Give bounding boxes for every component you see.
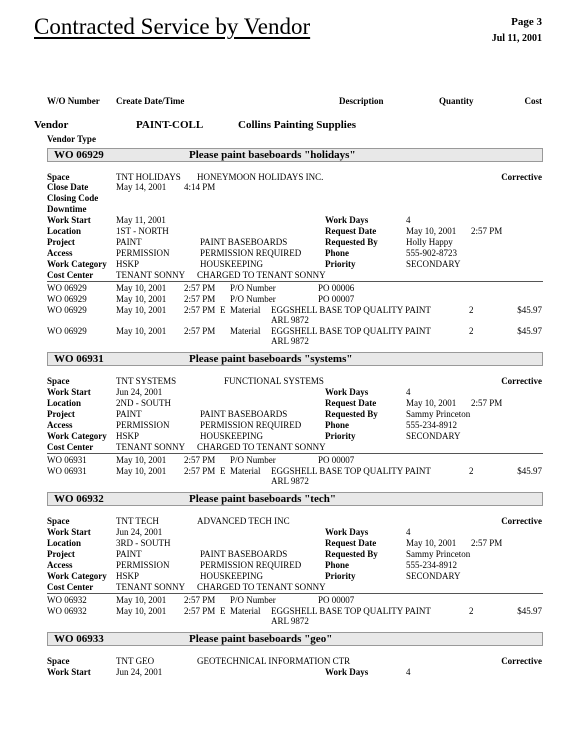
work-category: HSKP bbox=[116, 259, 140, 269]
line-wo: WO 06931 bbox=[47, 455, 87, 465]
divider bbox=[47, 593, 543, 594]
project-description: PAINT BASEBOARDS bbox=[200, 549, 288, 559]
phone: 555-902-8723 bbox=[406, 248, 457, 258]
vendor-type-label: Vendor Type bbox=[47, 134, 96, 144]
request-time: 2:57 PM bbox=[471, 226, 503, 236]
space-label: Space bbox=[47, 172, 70, 182]
line-wo: WO 06932 bbox=[47, 595, 87, 605]
request-date-label: Request Date bbox=[325, 538, 377, 548]
location-label: Location bbox=[47, 226, 82, 236]
line-item: P/O Number bbox=[230, 595, 276, 605]
work-start: Jun 24, 2001 bbox=[116, 667, 163, 677]
access-label: Access bbox=[47, 560, 73, 570]
work-type: Corrective bbox=[501, 516, 542, 526]
work-order-number: WO 06929 bbox=[54, 149, 104, 161]
phone-label: Phone bbox=[325, 248, 350, 258]
requested-by-label: Requested By bbox=[325, 549, 378, 559]
work-start: Jun 24, 2001 bbox=[116, 387, 163, 397]
line-kind: E bbox=[220, 606, 226, 616]
divider bbox=[47, 453, 543, 454]
project: PAINT bbox=[116, 409, 142, 419]
work-order-number: WO 06933 bbox=[54, 633, 104, 645]
line-date: May 10, 2001 bbox=[116, 595, 167, 605]
line-item: Material bbox=[230, 326, 261, 336]
space-name: HONEYMOON HOLIDAYS INC. bbox=[197, 172, 324, 182]
work-days: 4 bbox=[406, 667, 411, 677]
work-category-description: HOUSKEEPING bbox=[200, 259, 263, 269]
work-days-label: Work Days bbox=[325, 387, 369, 397]
work-order-description: Please paint baseboards "holidays" bbox=[189, 149, 356, 161]
priority-label: Priority bbox=[325, 571, 356, 581]
line-time: 2:57 PM bbox=[184, 606, 216, 616]
line-description-2: ARL 9872 bbox=[271, 336, 309, 346]
line-item: Material bbox=[230, 305, 261, 315]
space-name: ADVANCED TECH INC bbox=[197, 516, 290, 526]
close-date: May 14, 2001 bbox=[116, 182, 167, 192]
project-label: Project bbox=[47, 549, 75, 559]
priority: SECONDARY bbox=[406, 571, 461, 581]
closing-code-label: Closing Code bbox=[47, 193, 99, 203]
phone-label: Phone bbox=[325, 420, 350, 430]
cost-center-description: CHARGED TO TENANT SONNY bbox=[197, 582, 326, 592]
line-date: May 10, 2001 bbox=[116, 466, 167, 476]
work-category-label: Work Category bbox=[47, 431, 107, 441]
requested-by: Sammy Princeton bbox=[406, 549, 471, 559]
space-label: Space bbox=[47, 376, 70, 386]
requested-by-label: Requested By bbox=[325, 237, 378, 247]
requested-by: Holly Happy bbox=[406, 237, 453, 247]
line-date: May 10, 2001 bbox=[116, 455, 167, 465]
work-days-label: Work Days bbox=[325, 527, 369, 537]
work-order-description: Please paint baseboards "tech" bbox=[189, 493, 336, 505]
line-date: May 10, 2001 bbox=[116, 305, 167, 315]
column-header-quantity: Quantity bbox=[439, 96, 474, 106]
line-description: PO 00006 bbox=[318, 283, 355, 293]
phone: 555-234-8912 bbox=[406, 420, 457, 430]
space-code: TNT GEO bbox=[116, 656, 155, 666]
line-time: 2:57 PM bbox=[184, 305, 216, 315]
cost-center-description: CHARGED TO TENANT SONNY bbox=[197, 442, 326, 452]
project-label: Project bbox=[47, 237, 75, 247]
line-quantity: 2 bbox=[469, 466, 474, 476]
vendor-label: Vendor bbox=[34, 119, 69, 131]
line-description: EGGSHELL BASE TOP QUALITY PAINT bbox=[271, 305, 431, 315]
line-time: 2:57 PM bbox=[184, 294, 216, 304]
column-header-cost: Cost bbox=[524, 96, 542, 106]
work-order-header bbox=[47, 352, 543, 366]
work-start-label: Work Start bbox=[47, 387, 91, 397]
line-description: EGGSHELL BASE TOP QUALITY PAINT bbox=[271, 326, 431, 336]
line-time: 2:57 PM bbox=[184, 283, 216, 293]
access: PERMISSION bbox=[116, 560, 170, 570]
line-cost: $45.97 bbox=[517, 606, 542, 616]
work-days-label: Work Days bbox=[325, 215, 369, 225]
page-number: Page 3 bbox=[511, 16, 542, 28]
request-date: May 10, 2001 bbox=[406, 538, 457, 548]
cost-center-label: Cost Center bbox=[47, 270, 94, 280]
work-start-label: Work Start bbox=[47, 215, 91, 225]
cost-center-label: Cost Center bbox=[47, 442, 94, 452]
work-category-description: HOUSKEEPING bbox=[200, 431, 263, 441]
work-order-number: WO 06932 bbox=[54, 493, 104, 505]
line-description-2: ARL 9872 bbox=[271, 315, 309, 325]
access-description: PERMISSION REQUIRED bbox=[200, 560, 302, 570]
space-code: TNT TECH bbox=[116, 516, 159, 526]
line-date: May 10, 2001 bbox=[116, 606, 167, 616]
line-description: PO 00007 bbox=[318, 455, 355, 465]
work-days: 4 bbox=[406, 387, 411, 397]
line-time: 2:57 PM bbox=[184, 466, 216, 476]
space-name: FUNCTIONAL SYSTEMS bbox=[224, 376, 324, 386]
requested-by: Sammy Princeton bbox=[406, 409, 471, 419]
line-description: EGGSHELL BASE TOP QUALITY PAINT bbox=[271, 606, 431, 616]
project: PAINT bbox=[116, 549, 142, 559]
space-name: GEOTECHNICAL INFORMATION CTR bbox=[197, 656, 351, 666]
close-time: 4:14 PM bbox=[184, 182, 216, 192]
phone-label: Phone bbox=[325, 560, 350, 570]
page-title: Contracted Service by Vendor bbox=[34, 14, 311, 39]
location: 2ND - SOUTH bbox=[116, 398, 171, 408]
line-description: EGGSHELL BASE TOP QUALITY PAINT bbox=[271, 466, 431, 476]
work-start: Jun 24, 2001 bbox=[116, 527, 163, 537]
work-days-label: Work Days bbox=[325, 667, 369, 677]
priority-label: Priority bbox=[325, 259, 356, 269]
line-quantity: 2 bbox=[469, 305, 474, 315]
work-order-header bbox=[47, 632, 543, 646]
work-start: May 11, 2001 bbox=[116, 215, 166, 225]
location: 3RD - SOUTH bbox=[116, 538, 171, 548]
requested-by-label: Requested By bbox=[325, 409, 378, 419]
line-item: P/O Number bbox=[230, 294, 276, 304]
location: 1ST - NORTH bbox=[116, 226, 169, 236]
line-date: May 10, 2001 bbox=[116, 283, 167, 293]
project: PAINT bbox=[116, 237, 142, 247]
line-kind: E bbox=[220, 305, 226, 315]
column-header-create: Create Date/Time bbox=[116, 96, 185, 106]
priority: SECONDARY bbox=[406, 259, 461, 269]
space-label: Space bbox=[47, 656, 70, 666]
line-item: P/O Number bbox=[230, 455, 276, 465]
work-type: Corrective bbox=[501, 172, 542, 182]
access-label: Access bbox=[47, 420, 73, 430]
line-description: PO 00007 bbox=[318, 595, 355, 605]
access: PERMISSION bbox=[116, 420, 170, 430]
divider bbox=[47, 281, 543, 282]
request-date: May 10, 2001 bbox=[406, 226, 457, 236]
line-item: P/O Number bbox=[230, 283, 276, 293]
line-cost: $45.97 bbox=[517, 466, 542, 476]
cost-center: TENANT SONNY bbox=[116, 270, 186, 280]
line-quantity: 2 bbox=[469, 606, 474, 616]
cost-center: TENANT SONNY bbox=[116, 582, 186, 592]
work-type: Corrective bbox=[501, 376, 542, 386]
line-date: May 10, 2001 bbox=[116, 326, 167, 336]
vendor-name: Collins Painting Supplies bbox=[238, 119, 356, 131]
line-time: 2:57 PM bbox=[184, 455, 216, 465]
work-start-label: Work Start bbox=[47, 527, 91, 537]
work-category-label: Work Category bbox=[47, 259, 107, 269]
project-description: PAINT BASEBOARDS bbox=[200, 237, 288, 247]
cost-center-description: CHARGED TO TENANT SONNY bbox=[197, 270, 326, 280]
request-time: 2:57 PM bbox=[471, 398, 503, 408]
line-time: 2:57 PM bbox=[184, 326, 216, 336]
line-wo: WO 06931 bbox=[47, 466, 87, 476]
line-date: May 10, 2001 bbox=[116, 294, 167, 304]
location-label: Location bbox=[47, 398, 82, 408]
request-date-label: Request Date bbox=[325, 226, 377, 236]
vendor-code: PAINT-COLL bbox=[136, 119, 204, 131]
column-header-description: Description bbox=[339, 96, 384, 106]
work-category-label: Work Category bbox=[47, 571, 107, 581]
access-label: Access bbox=[47, 248, 73, 258]
line-quantity: 2 bbox=[469, 326, 474, 336]
line-item: Material bbox=[230, 466, 261, 476]
line-wo: WO 06929 bbox=[47, 294, 87, 304]
work-order-description: Please paint baseboards "systems" bbox=[189, 353, 353, 365]
downtime-label: Downtime bbox=[47, 204, 87, 214]
project-description: PAINT BASEBOARDS bbox=[200, 409, 288, 419]
line-description: PO 00007 bbox=[318, 294, 355, 304]
access: PERMISSION bbox=[116, 248, 170, 258]
work-type: Corrective bbox=[501, 656, 542, 666]
work-category: HSKP bbox=[116, 571, 140, 581]
line-description-2: ARL 9872 bbox=[271, 476, 309, 486]
space-code: TNT HOLIDAYS bbox=[116, 172, 181, 182]
priority: SECONDARY bbox=[406, 431, 461, 441]
work-category: HSKP bbox=[116, 431, 140, 441]
line-cost: $45.97 bbox=[517, 326, 542, 336]
column-header-wo-number: W/O Number bbox=[47, 96, 100, 106]
space-label: Space bbox=[47, 516, 70, 526]
line-time: 2:57 PM bbox=[184, 595, 216, 605]
cost-center-label: Cost Center bbox=[47, 582, 94, 592]
line-kind: E bbox=[220, 466, 226, 476]
phone: 555-234-8912 bbox=[406, 560, 457, 570]
line-wo: WO 06932 bbox=[47, 606, 87, 616]
line-description-2: ARL 9872 bbox=[271, 616, 309, 626]
work-order-header bbox=[47, 148, 543, 162]
request-time: 2:57 PM bbox=[471, 538, 503, 548]
line-wo: WO 06929 bbox=[47, 305, 87, 315]
location-label: Location bbox=[47, 538, 82, 548]
space-code: TNT SYSTEMS bbox=[116, 376, 177, 386]
close-date-label: Close Date bbox=[47, 182, 89, 192]
work-days: 4 bbox=[406, 527, 411, 537]
line-cost: $45.97 bbox=[517, 305, 542, 315]
request-date: May 10, 2001 bbox=[406, 398, 457, 408]
work-start-label: Work Start bbox=[47, 667, 91, 677]
cost-center: TENANT SONNY bbox=[116, 442, 186, 452]
line-wo: WO 06929 bbox=[47, 283, 87, 293]
work-order-header bbox=[47, 492, 543, 506]
project-label: Project bbox=[47, 409, 75, 419]
request-date-label: Request Date bbox=[325, 398, 377, 408]
work-order-number: WO 06931 bbox=[54, 353, 104, 365]
access-description: PERMISSION REQUIRED bbox=[200, 420, 302, 430]
work-days: 4 bbox=[406, 215, 411, 225]
priority-label: Priority bbox=[325, 431, 356, 441]
line-wo: WO 06929 bbox=[47, 326, 87, 336]
line-item: Material bbox=[230, 606, 261, 616]
work-order-description: Please paint baseboards "geo" bbox=[189, 633, 333, 645]
access-description: PERMISSION REQUIRED bbox=[200, 248, 302, 258]
work-category-description: HOUSKEEPING bbox=[200, 571, 263, 581]
report-date: Jul 11, 2001 bbox=[491, 33, 542, 44]
